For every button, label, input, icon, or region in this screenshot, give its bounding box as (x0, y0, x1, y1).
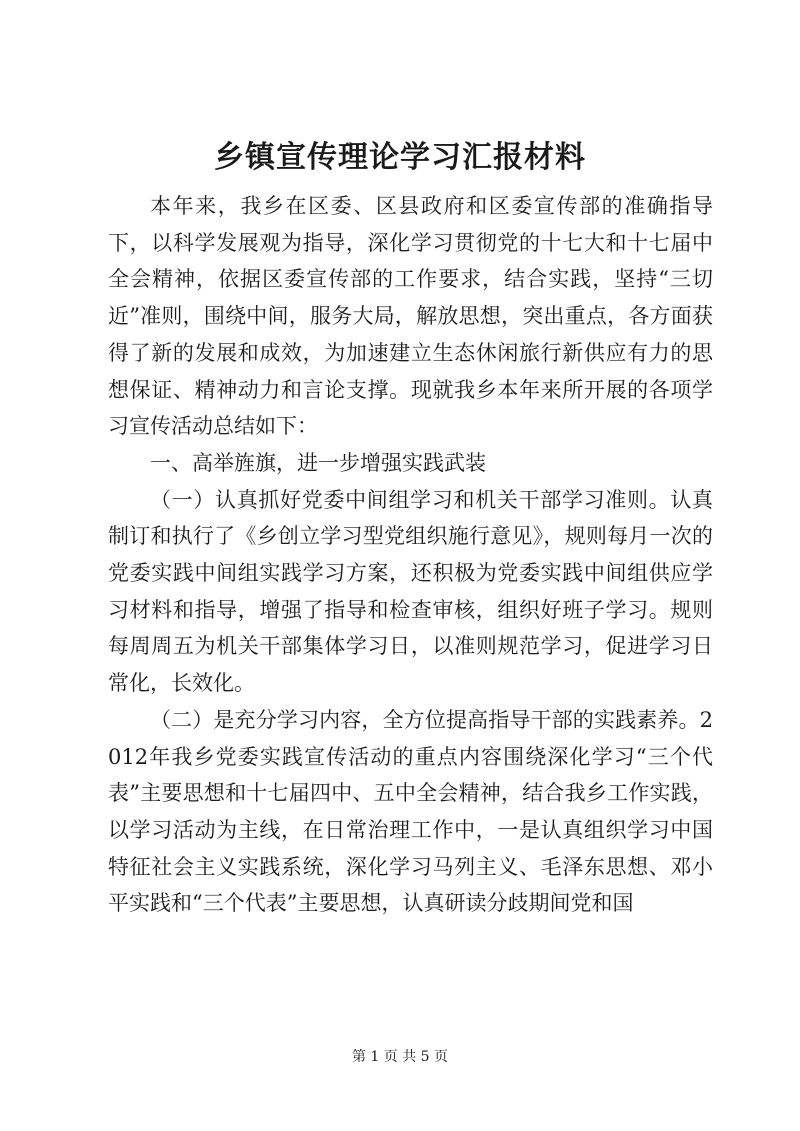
document-title: 乡镇宣传理论学习汇报材料 (214, 140, 586, 175)
document-body (108, 188, 713, 922)
paragraph-section-1-item-1: （一）认真抓好党委中间组学习和机关干部学习准则。认真制订和执行了《乡创立学习型党组织施行意见》，规则每月一次的党委实践中间组实践学习方案，还积极为党委实践中间组供应学习材料和指导，增强了指导和检查审核，组织好班子学习。规则每周周五为机关干部集体学习日，以准则规范学习，促进学习日常化，长效化。 (108, 487, 713, 696)
page-footer: 第 1 页 共 5 页 (351, 1049, 449, 1065)
paragraph-section-1-item-2: （二）是充分学习内容，全方位提高指导干部的实践素养。2012年我乡党委实践宣传活动的重点内容围绕深化学习“三个代表”主要思想和十七届四中、五中全会精神，结合我乡工作实践，以学习活动为主线，在日常治理工作中，一是认真组织学习中国特征社会主义实践系统，深化学习马列主义、毛泽东思想、邓小平实践和“三个代表”主要思想，认真研读分歧期间党和国 (108, 707, 713, 916)
paragraph-intro: 本年来，我乡在区委、区县政府和区委宣传部的准确指导下，以科学发展观为指导，深化学习贯彻党的十七大和十七届中全会精神，依据区委宣传部的工作要求，结合实践，坚持“三切近”准则，围绕中间，服务大局，解放思想，突出重点，各方面获得了新的发展和成效，为加速建立生态休闲旅行新供应有力的思想保证、精神动力和言论支撑。现就我乡本年来所开展的各项学习宣传活动总结如下： (108, 194, 713, 439)
section-heading-1: 一、高举旌旗，进一步增强实践武装 (150, 450, 486, 475)
